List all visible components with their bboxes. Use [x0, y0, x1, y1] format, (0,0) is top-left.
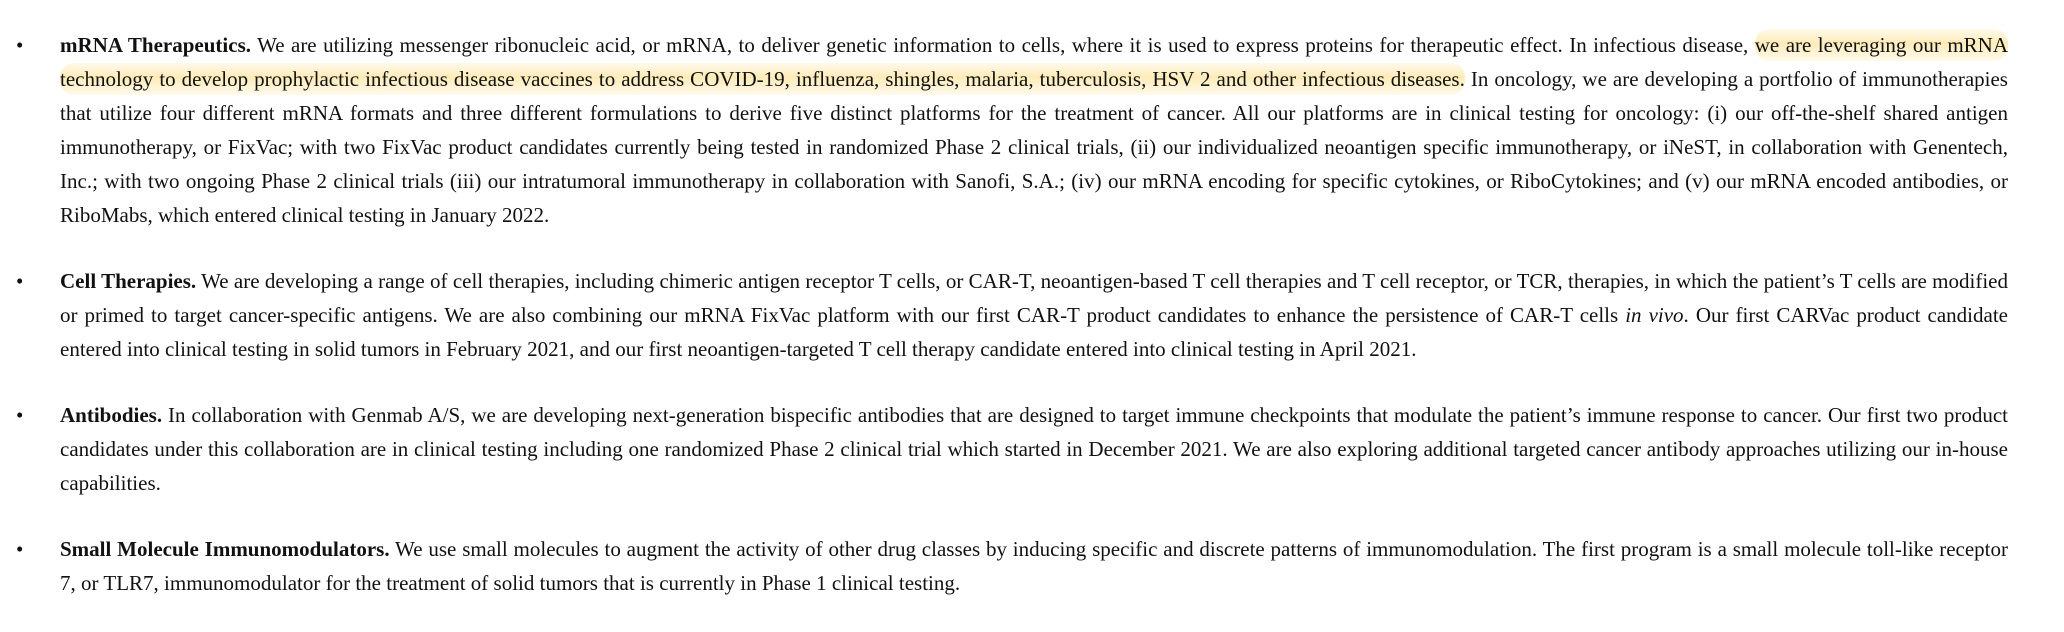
item-heading: Small Molecule Immunomodulators.: [60, 537, 390, 561]
item-heading: Cell Therapies.: [60, 269, 197, 293]
list-item-cell-therapies: [0, 264, 2064, 366]
highlighted-text: we are leveraging our mRNA technology to develop prophylactic infectious disease vaccines to address COVID-19, influenza, shingles, malaria, tuberculosis, HSV 2 and other infectious diseases.: [60, 29, 2008, 95]
list-item-small-molecule-immunomodulators: [0, 532, 2064, 600]
bullet: •: [16, 537, 24, 561]
document-body: [0, 28, 2064, 632]
list-item-antibodies: [0, 398, 2064, 500]
bullet: •: [16, 403, 24, 427]
italic-text: in vivo: [1625, 303, 1684, 327]
body-text: We use small molecules to augment the activity of other drug classes by inducing specific and discrete patterns of immunomodulation. The first program is a small molecule toll-like receptor 7, or TLR7, immunomodulator for the treatment of solid tumors that is currently in Phase 1 clinical testing.: [60, 537, 2008, 595]
paragraph: [60, 28, 2008, 232]
item-heading: mRNA Therapeutics.: [60, 33, 251, 57]
paragraph: [60, 532, 2008, 600]
body-text: . Our first CARVac product candidate entered into clinical testing in solid tumors in February 2021, and our first neoantigen-targeted T cell therapy candidate entered into clinical testing in April 2021.: [60, 303, 2008, 361]
body-text: In oncology, we are developing a portfolio of immunotherapies that utilize four different mRNA formats and three different formulations to derive five distinct platforms for the treatment of cancer. All our platforms are in clinical testing for oncology: (i) our off-the-shelf shared antigen immunotherapy, or FixVac; with two FixVac product candidates currently being tested in randomized Phase 2 clinical trials, (ii) our individualized neoantigen specific immunotherapy, or iNeST, in collaboration with Genentech, Inc.; with two ongoing Phase 2 clinical trials (iii) our intratumoral immunotherapy in collaboration with Sanofi, S.A.; (iv) our mRNA encoding for specific cytokines, or RiboCytokines; and (v) our mRNA encoded antibodies, or RiboMabs, which entered clinical testing in January 2022.: [60, 67, 2008, 227]
bullet: •: [16, 269, 24, 293]
body-text: In collaboration with Genmab A/S, we are developing next-generation bispecific antibodies that are designed to target immune checkpoints that modulate the patient’s immune response to cancer. Our first two product candidates under this collaboration are in clinical testing including one randomized Phase 2 clinical trial which started in December 2021. We are also exploring additional targeted cancer antibody approaches utilizing our in-house capabilities.: [60, 403, 2008, 495]
body-text: We are utilizing messenger ribonucleic acid, or mRNA, to deliver genetic information to cells, where it is used to express proteins for therapeutic effect. In infectious disease,: [251, 33, 1755, 57]
body-text: We are developing a range of cell therapies, including chimeric antigen receptor T cells, or CAR-T, neoantigen-based T cell therapies and T cell receptor, or TCR, therapies, in which the patient’s T cells are modified or primed to target cancer-specific antigens. We are also combining our mRNA FixVac platform with our first CAR-T product candidates to enhance the persistence of CAR-T cells: [60, 269, 2008, 327]
paragraph: [60, 264, 2008, 366]
bullet: •: [16, 33, 24, 57]
list-item-mrna-therapeutics: [0, 28, 2064, 232]
paragraph: [60, 398, 2008, 500]
item-heading: Antibodies.: [60, 403, 163, 427]
